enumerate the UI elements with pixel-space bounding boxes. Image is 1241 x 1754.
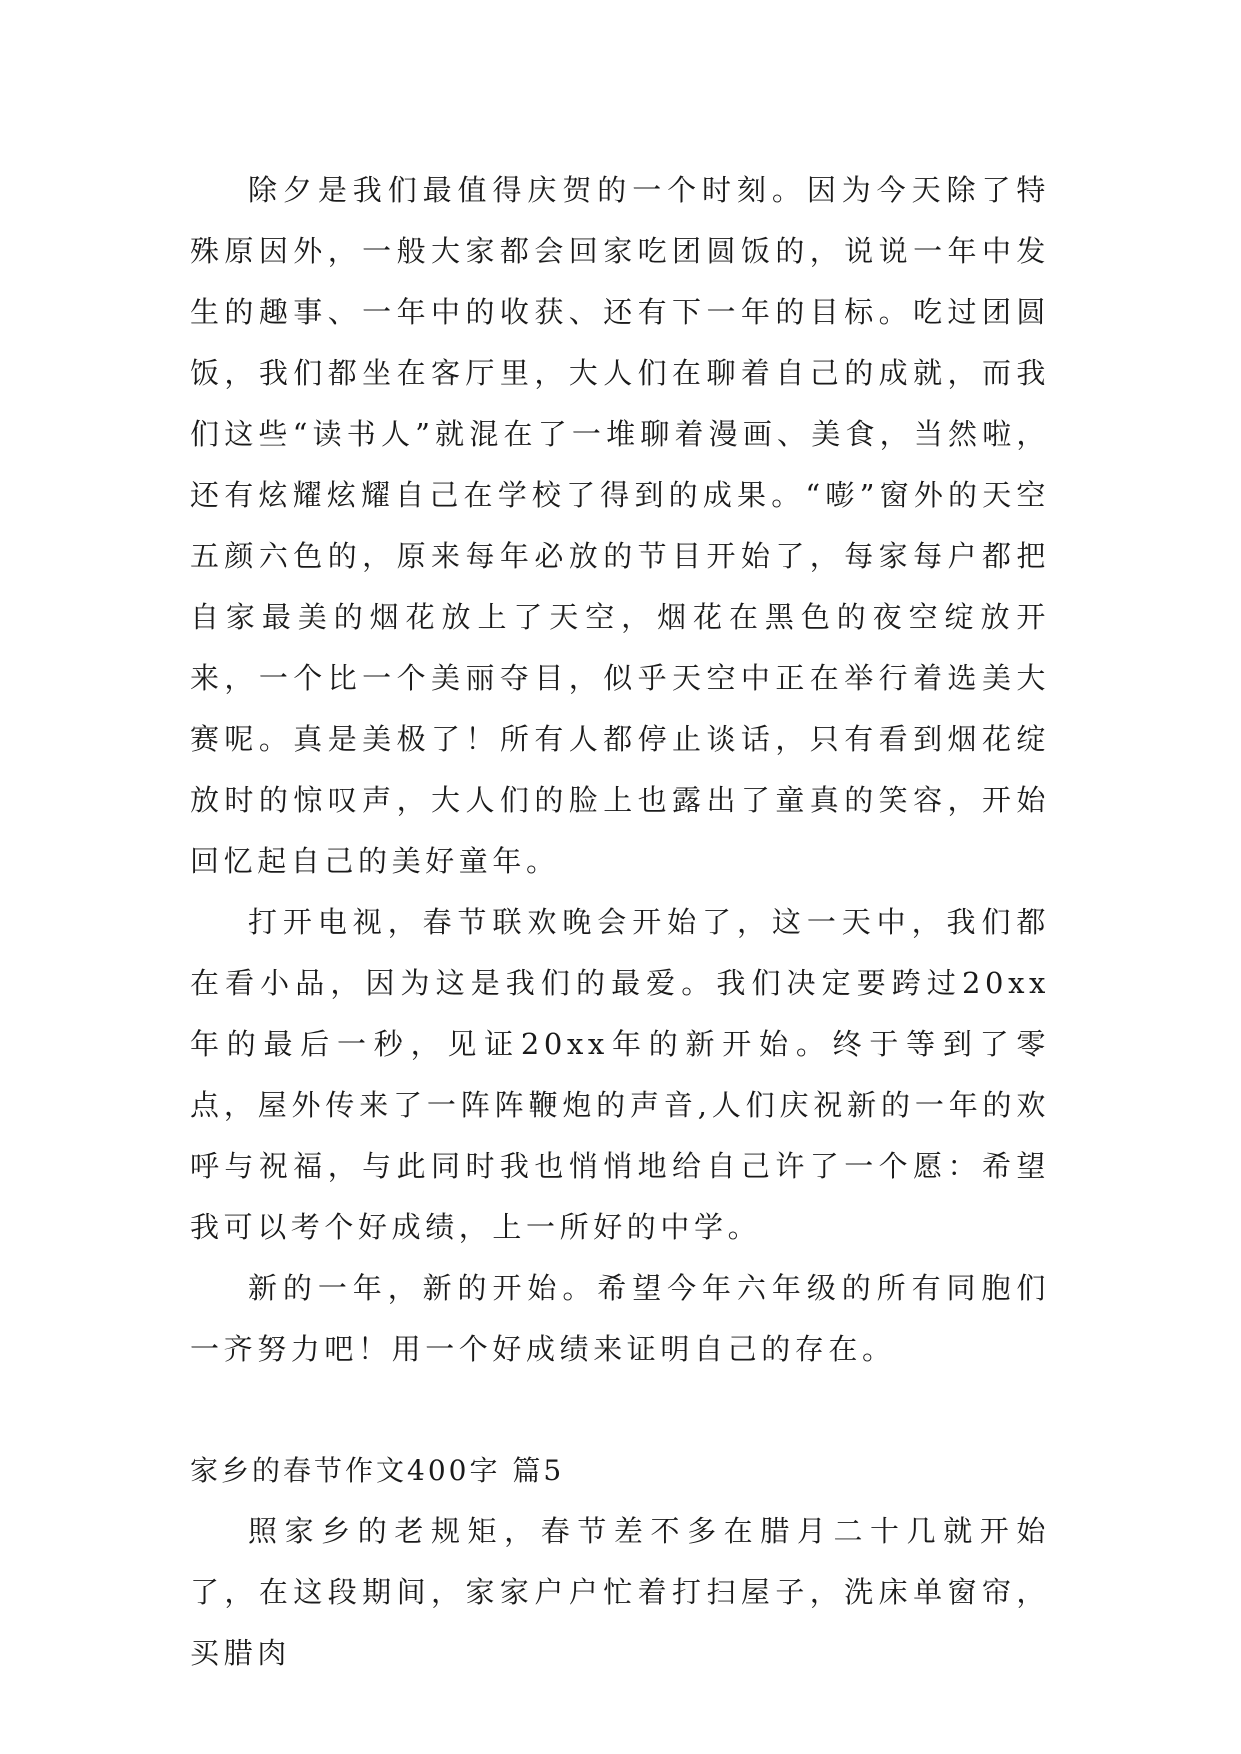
paragraph-hometown-customs: 照家乡的老规矩，春节差不多在腊月二十几就开始了，在这段期间，家家户户忙着打扫屋子，洗床单窗帘，买腊肉 [190,1514,1050,1670]
paragraph-new-years-eve: 除夕是我们最值得庆贺的一个时刻。因为今天除了特殊原因外，一般大家都会回家吃团圆饭的，说说一年中发生的趣事、一年中的收获、还有下一年的目标。吃过团圆饭，我们都坐在客厅里，大人们在聊着自己的成就，而我们这些“读书人”就混在了一堆聊着漫画、美食，当然啦，还有炫耀炫耀自己在学校了得到的成果。“嘭”窗外的天空五颜六色的，原来每年必放的节目开始了，每家每户都把自家最美的烟花放上了天空，烟花在黑色的夜空绽放开来，一个比一个美丽夺目，似乎天空中正在举行着选美大赛呢。真是美极了！所有人都停止谈话，只有看到烟花绽放时的惊叹声，大人们的脸上也露出了童真的笑容，开始回忆起自己的美好童年。 [190,173,1050,878]
paragraph-spring-festival-gala: 打开电视，春节联欢晚会开始了，这一天中，我们都在看小品，因为这是我们的最爱。我们决定要跨过20xx年的最后一秒，见证20xx年的新开始。终于等到了零点，屋外传来了一阵阵鞭炮的声音,人们庆祝新的一年的欢呼与祝福，与此同时我也悄悄地给自己许了一个愿：希望我可以考个好成绩，上一所好的中学。 [190,905,1050,1244]
document-body [190,160,1050,1684]
section-heading: 家乡的春节作文400字 篇5 [190,1454,565,1487]
paragraph-new-beginning: 新的一年，新的开始。希望今年六年级的所有同胞们一齐努力吧！用一个好成绩来证明自己的存在。 [190,1271,1050,1366]
